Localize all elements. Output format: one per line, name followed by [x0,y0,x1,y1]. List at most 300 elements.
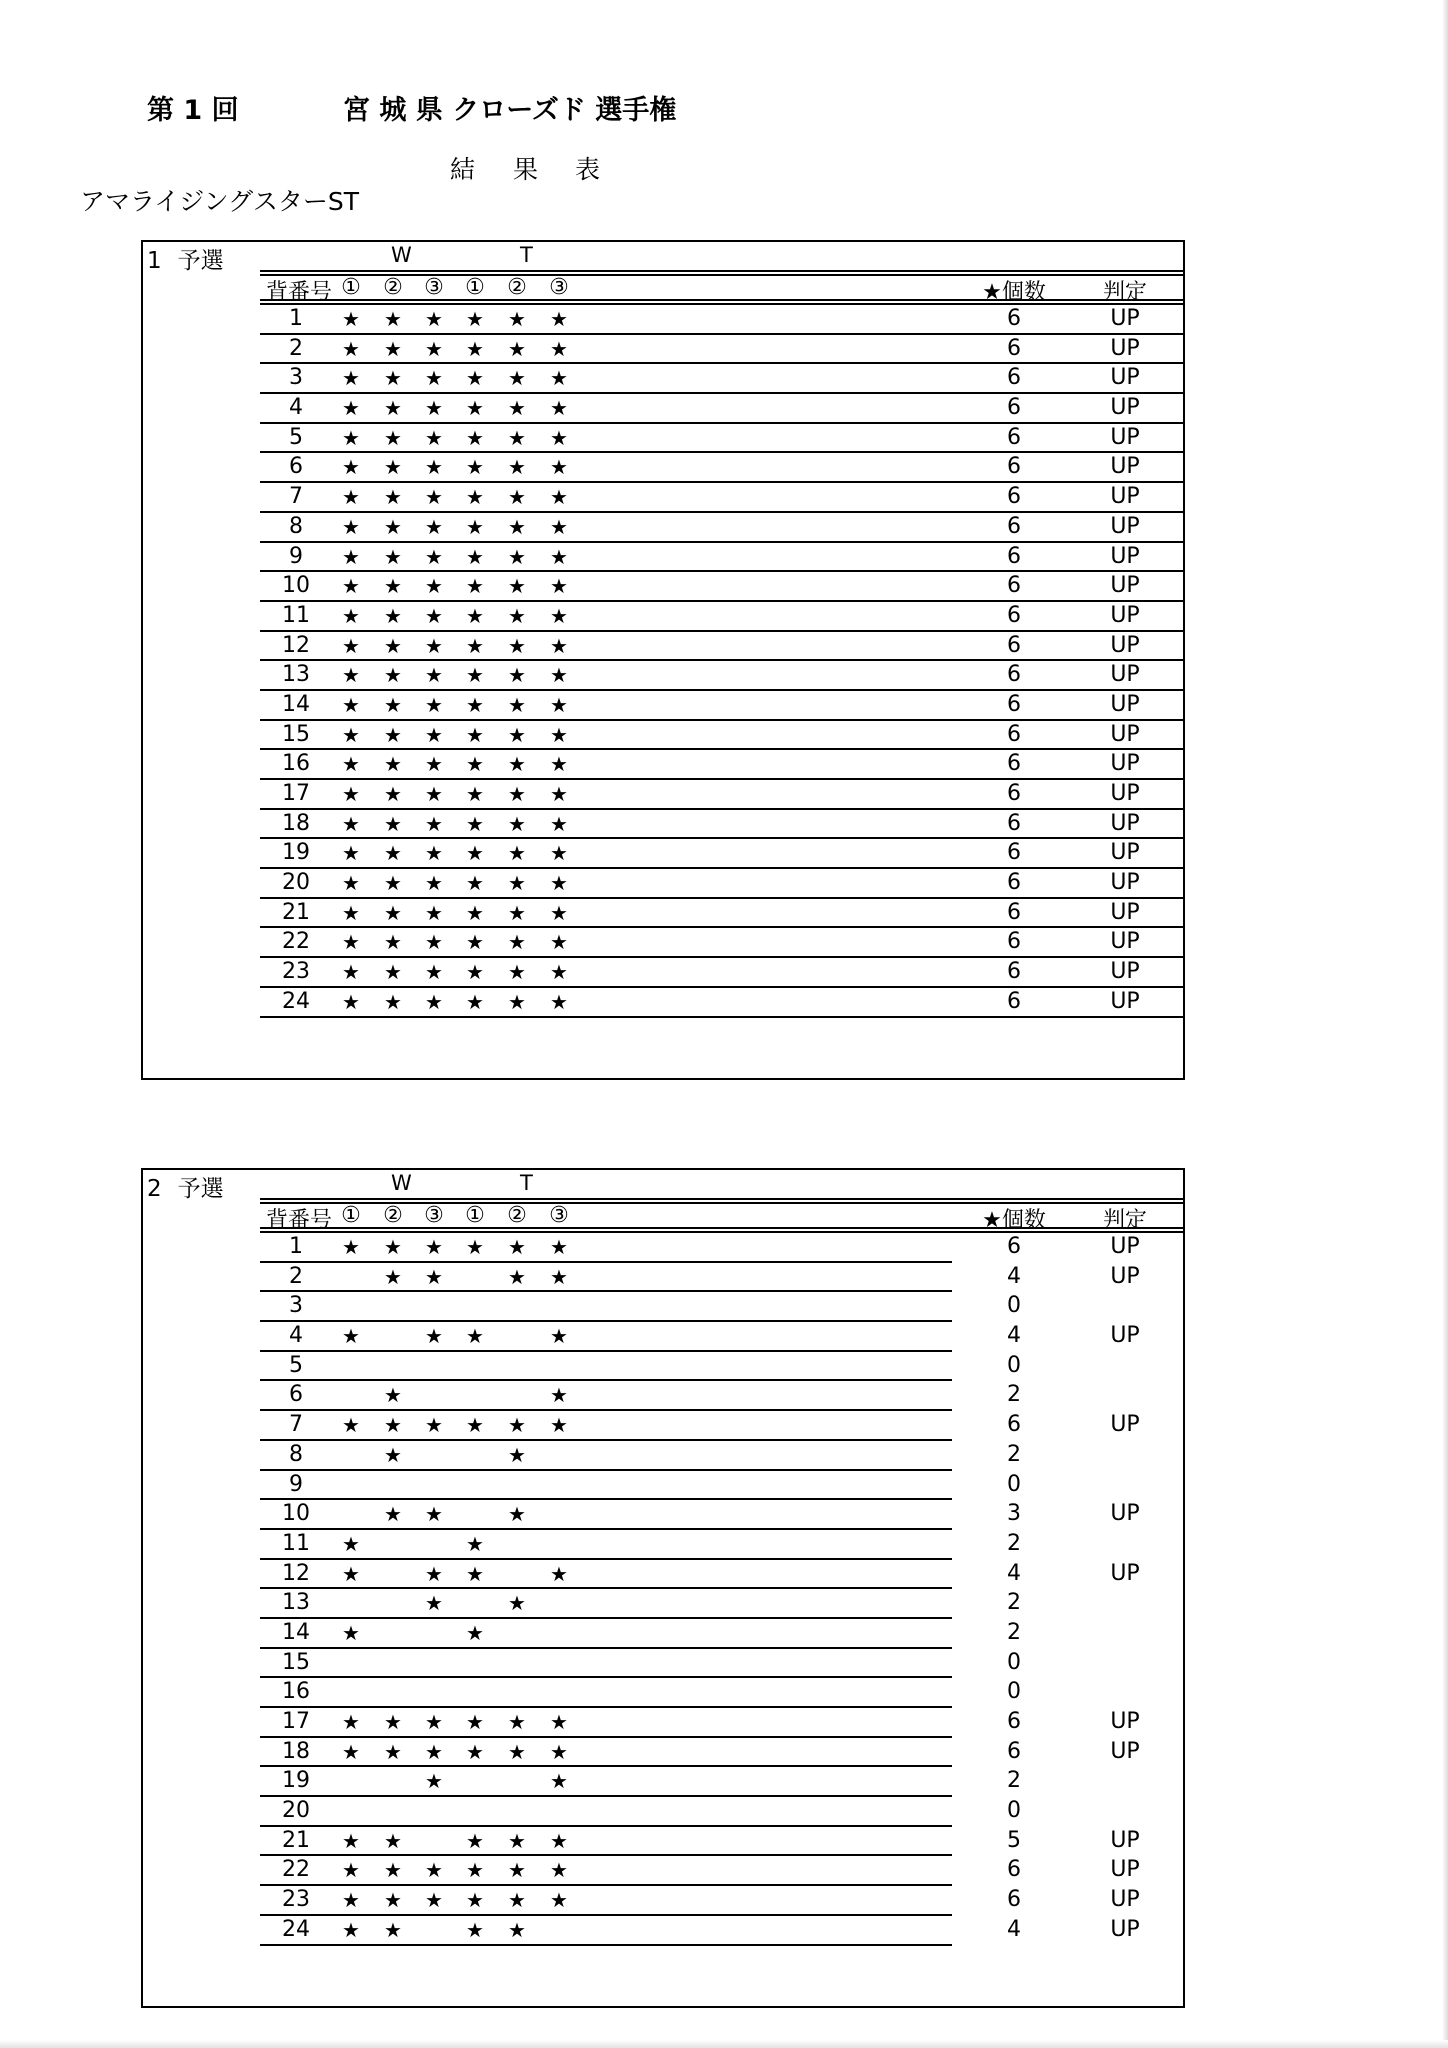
judgement: UP [1110,1501,1140,1527]
star-icon: ★ [550,603,568,628]
star-icon: ★ [466,960,484,985]
star-icon: ★ [425,752,443,777]
star-icon: ★ [508,633,526,658]
table-row [260,1856,1183,1886]
bib-number: 8 [289,1441,303,1467]
star-icon: ★ [384,900,402,925]
star-icon: ★ [342,366,360,391]
judgement: UP [1110,365,1140,391]
star-icon: ★ [342,1413,360,1438]
header-t-1: ① [465,1203,485,1228]
bib-number: 16 [282,751,310,777]
table-row [260,1292,1183,1322]
star-icon: ★ [466,722,484,747]
star-icon: ★ [425,1413,443,1438]
judgement: UP [1110,1887,1140,1913]
star-icon: ★ [550,722,568,747]
star-count: 6 [1007,602,1021,628]
star-icon: ★ [384,1888,402,1913]
judgement: UP [1110,1323,1140,1349]
header-judgement: 判定 [1102,280,1147,305]
star-icon: ★ [342,1739,360,1764]
star-icon: ★ [466,1413,484,1438]
star-icon: ★ [550,692,568,717]
title-championship: 宮 城 県 クローズド 選手権 [343,95,677,126]
star-icon: ★ [342,989,360,1014]
header-judgement: 判定 [1102,1208,1147,1233]
star-icon: ★ [550,1710,568,1734]
star-icon: ★ [508,989,526,1014]
star-icon: ★ [384,782,402,806]
star-count: 6 [1007,513,1021,539]
star-icon: ★ [342,307,360,331]
star-icon: ★ [466,1324,484,1349]
star-icon: ★ [425,425,443,450]
star-count: 6 [1007,395,1021,421]
group-header-row [260,243,1183,271]
section-preliminary-2 [141,1168,1185,2008]
star-icon: ★ [466,989,484,1014]
bib-number: 3 [289,1293,303,1319]
bib-number: 10 [282,573,310,599]
bib-number: 10 [282,1501,310,1527]
star-icon: ★ [550,455,568,480]
star-count: 4 [1007,1323,1021,1349]
star-count: 6 [1007,810,1021,836]
star-icon: ★ [342,1710,360,1734]
star-icon: ★ [384,960,402,985]
table-row [260,1589,1183,1619]
star-count: 6 [1007,899,1021,925]
star-icon: ★ [425,336,443,361]
star-icon: ★ [508,1888,526,1913]
star-count: 0 [1007,1798,1021,1824]
star-icon: ★ [384,1413,402,1438]
star-icon: ★ [384,1710,402,1734]
section-label [147,1170,224,1203]
star-icon: ★ [342,960,360,985]
table-row [260,572,1183,602]
result-rows [260,1233,1183,1946]
star-icon: ★ [508,455,526,480]
star-icon: ★ [550,336,568,361]
star-icon: ★ [508,752,526,777]
subtitle-char-3: 表 [575,155,601,184]
star-count: 4 [1007,1263,1021,1289]
star-count: 6 [1007,335,1021,361]
star-count: 6 [1007,1738,1021,1764]
star-icon: ★ [466,1888,484,1913]
table-row [260,721,1183,751]
star-icon: ★ [466,1739,484,1764]
star-count: 6 [1007,781,1021,806]
star-icon: ★ [425,989,443,1014]
star-icon: ★ [425,1888,443,1913]
star-icon: ★ [425,455,443,480]
bib-number: 6 [289,1382,303,1408]
star-icon: ★ [342,485,360,510]
star-icon: ★ [508,663,526,688]
star-icon: ★ [342,425,360,450]
header-w-1: ① [341,1203,361,1228]
star-icon: ★ [466,603,484,628]
bib-number: 14 [282,1619,310,1645]
judgement: UP [1110,573,1140,599]
star-icon: ★ [466,1858,484,1883]
bib-number: 21 [282,1827,310,1853]
star-icon: ★ [384,811,402,836]
star-icon: ★ [508,366,526,391]
judgement: UP [1110,395,1140,421]
subtitle-char-2: 果 [513,155,539,184]
judgement: UP [1110,662,1140,688]
star-icon: ★ [342,1235,360,1259]
table-row [260,1530,1183,1560]
document-title [0,88,1448,128]
star-count: 6 [1007,870,1021,896]
star-icon: ★ [466,366,484,391]
star-count: 6 [1007,1412,1021,1438]
star-icon: ★ [550,514,568,539]
table-row [260,1381,1183,1411]
section-title: 予選 [177,248,224,274]
bib-number: 24 [282,988,310,1014]
table-row [260,1352,1183,1382]
star-icon: ★ [384,1828,402,1853]
star-icon: ★ [384,1917,402,1942]
judgement: UP [1110,1916,1140,1942]
bib-number: 15 [282,1649,310,1675]
star-count: 6 [1007,959,1021,985]
star-icon: ★ [466,811,484,836]
star-count: 6 [1007,306,1021,331]
table-row [260,1233,1183,1263]
table-row [260,661,1183,691]
header-t-3: ③ [549,275,569,300]
judgement: UP [1110,870,1140,896]
table-row [260,1916,1183,1946]
judgement: UP [1110,1412,1140,1438]
star-count: 6 [1007,543,1021,569]
star-icon: ★ [508,1739,526,1764]
star-icon: ★ [466,307,484,331]
table-row [260,1738,1183,1768]
star-icon: ★ [508,425,526,450]
bib-number: 9 [289,543,303,569]
star-icon: ★ [425,485,443,510]
star-icon: ★ [550,1413,568,1438]
star-icon: ★ [425,307,443,331]
star-icon: ★ [508,692,526,717]
star-icon: ★ [384,989,402,1014]
star-icon: ★ [550,633,568,658]
star-icon: ★ [384,1858,402,1883]
star-icon: ★ [466,1710,484,1734]
group-w-label: W [391,243,412,267]
star-count: 6 [1007,840,1021,866]
header-w-2: ② [383,275,403,300]
star-count: 2 [1007,1619,1021,1645]
bib-number: 16 [282,1679,310,1705]
star-icon: ★ [550,752,568,777]
star-icon: ★ [384,930,402,955]
header-t-3: ③ [549,1203,569,1228]
star-icon: ★ [550,1235,568,1259]
judgement: UP [1110,929,1140,955]
judgement: UP [1110,424,1140,450]
star-icon: ★ [425,722,443,747]
star-count: 6 [1007,1234,1021,1259]
table-row [260,513,1183,543]
star-icon: ★ [384,1264,402,1289]
star-icon: ★ [550,871,568,896]
star-icon: ★ [466,574,484,599]
group-header-row [260,1171,1183,1199]
judgement: UP [1110,454,1140,480]
star-icon: ★ [550,960,568,985]
star-icon: ★ [550,930,568,955]
bib-number: 17 [282,781,310,806]
star-icon: ★ [508,1442,526,1467]
section-number: 2 [147,1176,162,1202]
star-icon: ★ [550,1769,568,1794]
star-icon: ★ [425,1858,443,1883]
star-icon: ★ [384,633,402,658]
star-icon: ★ [550,1264,568,1289]
bib-number: 8 [289,513,303,539]
bib-number: 20 [282,870,310,896]
star-icon: ★ [384,663,402,688]
star-icon: ★ [550,1858,568,1883]
star-icon: ★ [508,1591,526,1616]
star-icon: ★ [384,366,402,391]
star-icon: ★ [550,782,568,806]
star-icon: ★ [342,722,360,747]
star-count: 6 [1007,691,1021,717]
star-icon: ★ [550,366,568,391]
star-icon: ★ [550,841,568,866]
star-icon: ★ [508,544,526,569]
table-row [260,543,1183,573]
star-icon: ★ [342,930,360,955]
star-icon: ★ [384,1235,402,1259]
star-icon: ★ [466,336,484,361]
star-count: 6 [1007,1887,1021,1913]
bib-number: 15 [282,721,310,747]
star-icon: ★ [425,603,443,628]
table-row [260,1619,1183,1649]
star-icon: ★ [466,1561,484,1586]
star-icon: ★ [425,930,443,955]
star-icon: ★ [550,1888,568,1913]
star-icon: ★ [466,514,484,539]
star-icon: ★ [342,811,360,836]
star-icon: ★ [384,485,402,510]
star-icon: ★ [384,425,402,450]
header-w-2: ② [383,1203,403,1228]
bib-number: 14 [282,691,310,717]
star-icon: ★ [384,336,402,361]
star-icon: ★ [425,960,443,985]
star-icon: ★ [342,692,360,717]
table-row [260,839,1183,869]
star-count: 6 [1007,1857,1021,1883]
bib-number: 12 [282,1560,310,1586]
table-row [260,958,1183,988]
star-icon: ★ [466,1828,484,1853]
star-count: 6 [1007,424,1021,450]
star-count: 6 [1007,751,1021,777]
header-star-count: ★個数 [982,1208,1046,1233]
table-row [260,632,1183,662]
star-count: 5 [1007,1827,1021,1853]
table-row [260,483,1183,513]
star-icon: ★ [384,603,402,628]
star-icon: ★ [466,782,484,806]
star-icon: ★ [508,782,526,806]
star-icon: ★ [466,752,484,777]
star-icon: ★ [384,396,402,421]
table-row [260,453,1183,483]
bib-number: 23 [282,959,310,985]
star-count: 6 [1007,988,1021,1014]
star-icon: ★ [425,514,443,539]
section-title: 予選 [177,1176,224,1202]
star-icon: ★ [508,336,526,361]
header-t-1: ① [465,275,485,300]
star-icon: ★ [342,871,360,896]
star-icon: ★ [425,1324,443,1349]
star-icon: ★ [342,574,360,599]
star-icon: ★ [425,1264,443,1289]
bib-number: 18 [282,1738,310,1764]
star-count: 0 [1007,1679,1021,1705]
bib-number: 2 [289,335,303,361]
header-star-count: ★個数 [982,280,1046,305]
star-icon: ★ [508,574,526,599]
bib-number: 1 [289,306,303,331]
star-icon: ★ [425,782,443,806]
star-icon: ★ [384,1502,402,1527]
header-bib-number: 背番号 [266,1208,333,1233]
section-label [147,242,224,275]
section-number: 1 [147,248,162,274]
star-icon: ★ [342,544,360,569]
star-icon: ★ [550,1828,568,1853]
star-icon: ★ [550,811,568,836]
star-count: 2 [1007,1441,1021,1467]
subtitle-char-1: 結 [450,155,476,184]
star-icon: ★ [466,930,484,955]
star-icon: ★ [342,900,360,925]
table-row [260,1708,1183,1738]
star-icon: ★ [425,692,443,717]
star-icon: ★ [425,1502,443,1527]
judgement: UP [1110,1738,1140,1764]
star-icon: ★ [508,960,526,985]
star-icon: ★ [508,1858,526,1883]
star-icon: ★ [550,544,568,569]
star-icon: ★ [508,871,526,896]
star-icon: ★ [384,722,402,747]
judgement: UP [1110,840,1140,866]
star-count: 6 [1007,721,1021,747]
bib-number: 23 [282,1887,310,1913]
star-icon: ★ [342,752,360,777]
table-row [260,1441,1183,1471]
star-count: 2 [1007,1590,1021,1616]
star-icon: ★ [508,1917,526,1942]
group-t-label: T [520,243,533,267]
star-count: 6 [1007,929,1021,955]
star-icon: ★ [342,1858,360,1883]
star-count: 6 [1007,573,1021,599]
table-row [260,750,1183,780]
bib-number: 20 [282,1798,310,1824]
title-round: 第 1 回 [147,95,239,126]
star-icon: ★ [384,544,402,569]
star-icon: ★ [508,514,526,539]
star-icon: ★ [425,1561,443,1586]
bib-number: 6 [289,454,303,480]
table-row [260,1797,1183,1827]
table-row [260,810,1183,840]
table-row [260,1827,1183,1857]
judgement: UP [1110,751,1140,777]
star-icon: ★ [384,574,402,599]
star-count: 2 [1007,1530,1021,1556]
table-row [260,1411,1183,1441]
star-icon: ★ [466,396,484,421]
bib-number: 7 [289,484,303,510]
star-count: 0 [1007,1649,1021,1675]
judgement: UP [1110,1857,1140,1883]
star-icon: ★ [508,900,526,925]
star-icon: ★ [425,841,443,866]
result-rows [260,305,1183,1018]
bib-number: 12 [282,632,310,658]
star-icon: ★ [384,841,402,866]
category-label: アマライジングスターST [80,187,360,216]
star-icon: ★ [550,307,568,331]
star-icon: ★ [342,603,360,628]
star-icon: ★ [550,663,568,688]
star-count: 6 [1007,632,1021,658]
table-row [260,394,1183,424]
judgement: UP [1110,1827,1140,1853]
star-icon: ★ [508,307,526,331]
star-count: 6 [1007,484,1021,510]
star-count: 6 [1007,365,1021,391]
star-icon: ★ [550,425,568,450]
star-icon: ★ [425,663,443,688]
judgement: UP [1110,691,1140,717]
star-icon: ★ [384,1739,402,1764]
star-icon: ★ [425,396,443,421]
group-t-label: T [520,1171,533,1195]
table-row [260,1560,1183,1590]
bib-number: 5 [289,424,303,450]
header-w-3: ③ [424,275,444,300]
star-icon: ★ [550,989,568,1014]
star-icon: ★ [466,692,484,717]
page-bottom-shadow [0,2040,1448,2048]
bib-number: 1 [289,1234,303,1259]
table-row [260,364,1183,394]
bib-number: 5 [289,1352,303,1378]
judgement: UP [1110,959,1140,985]
star-count: 4 [1007,1916,1021,1942]
